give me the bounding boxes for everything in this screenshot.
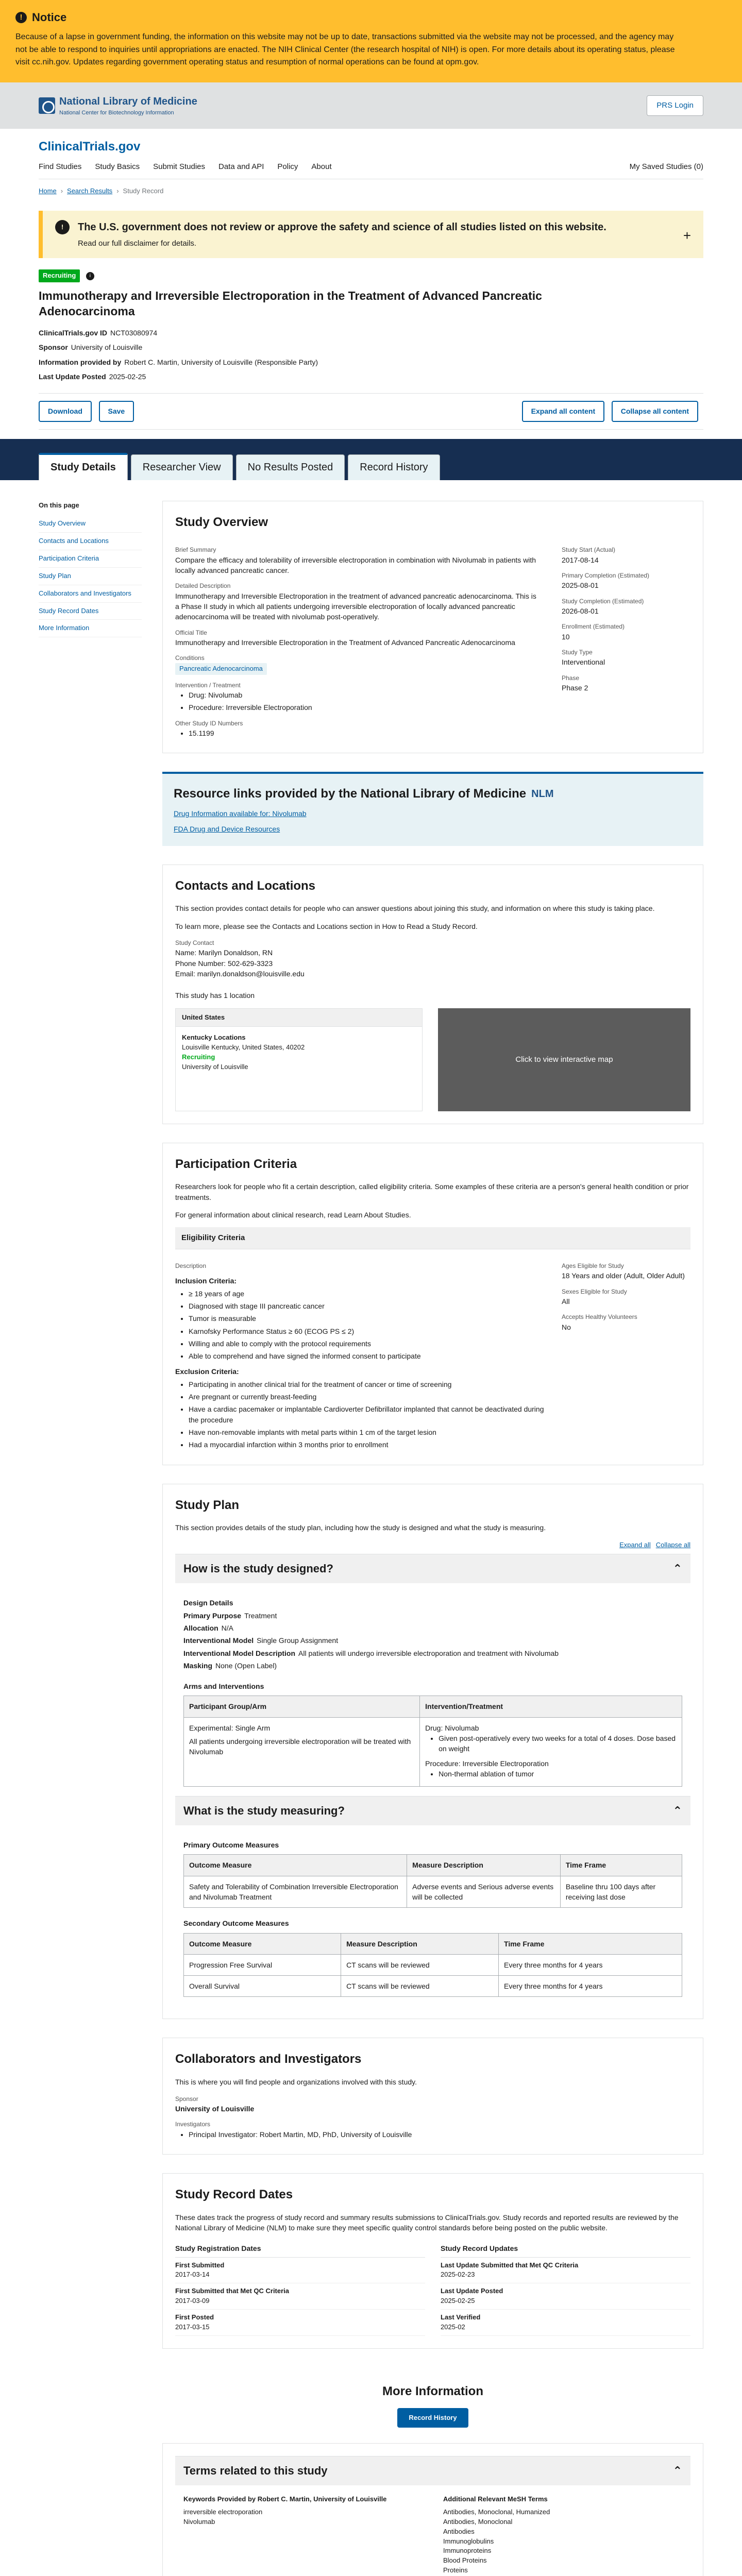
collab-desc: This is where you will find people and organizations involved with this study.	[175, 2078, 417, 2087]
dates-desc: These dates track the progress of study record and summary results submissions to ClinicalTrials.gov. Study records and reported results are reviewed by the National Library of Medicine (NLM) to make sure they meet specific quality control standards before being posted on the public website.	[175, 2213, 679, 2232]
nlm-banner	[0, 82, 742, 129]
fact-value: 10	[562, 632, 570, 641]
collapse-all-button[interactable]: Collapse all content	[612, 401, 698, 421]
chevron-up-icon: ⌃	[672, 1562, 682, 1575]
mesh-term: Antibodies, Monoclonal	[443, 2517, 513, 2526]
arms-table	[183, 1696, 682, 1787]
nlm-logo-text: National Library of Medicine	[59, 95, 197, 107]
accordion-title: What is the study measuring?	[183, 1804, 345, 1818]
info-icon[interactable]: i	[86, 272, 94, 280]
disclaimer-title: The U.S. government does not review or approve the safety and science of all studies listed on this website.	[78, 221, 606, 233]
nlm-resources-section	[162, 772, 703, 845]
dates-left-head: Study Registration Dates	[175, 2240, 425, 2257]
breadcrumb-current: Study Record	[123, 187, 164, 195]
mesh-term: Antibodies, Monoclonal, Humanized	[443, 2508, 550, 2516]
notice-banner	[0, 0, 742, 82]
inclusion-list	[189, 1289, 546, 1362]
table-row: Overall Survival CT scans will be reviewed Every three months for 4 years	[184, 1976, 682, 1997]
sidenav-item[interactable]: Study Record Dates	[39, 603, 142, 620]
tab-record-history[interactable]: Record History	[348, 454, 440, 480]
arm-desc: All patients undergoing irreversible electroporation will be treated with Nivolumab	[189, 1737, 411, 1756]
investigator: • Principal Investigator: Robert Martin, MD, PhD, University of Louisville	[189, 2129, 690, 2140]
download-button[interactable]: Download	[39, 401, 92, 421]
inclusion-item: • Able to comprehend and have signed the informed consent to participate	[189, 1351, 546, 1361]
fact-value: Interventional	[562, 658, 605, 667]
mesh-term: Proteins	[443, 2566, 468, 2574]
eligibility-header: Eligibility Criteria	[175, 1227, 690, 1249]
sidenav-item[interactable]: Contacts and Locations	[39, 533, 142, 550]
detailed-description: Immunotherapy and Irreversible Electroporation in the treatment of advanced pancreatic adenocarcinoma. This is a Phase II study in which all patients undergoing irreversible electroporation of locally advanced pancreatic adenocarcinoma will be treated with nivolumab post-operatively.	[175, 591, 536, 621]
table-row	[184, 1717, 682, 1786]
location-country: United States	[176, 1009, 422, 1027]
nav-about[interactable]: About	[311, 162, 332, 172]
intervention-item: • Drug: Nivolumab	[189, 690, 541, 700]
fact-label: Phase	[562, 674, 580, 682]
nav-data-api[interactable]: Data and API	[218, 162, 264, 172]
contacts-learn-more[interactable]: To learn more, please see the Contacts and Locations section in How to Read a Study Record.	[175, 922, 478, 930]
intervention-name: Procedure: Irreversible Electroporation	[425, 1759, 549, 1768]
content-column	[162, 501, 703, 2576]
sidenav-label: On this page	[39, 501, 79, 509]
record-dates-section: Study Record Dates These dates track the progress of study record and summary results submissions to ClinicalTrials.gov. Study records and reported results are reviewed by the National Library of Medicine (NLM) to make sure they meet specific quality control standards before being posted on the public website. Study Registration Dates First Submitted 2017-03-14 First Submitted that Met QC Criteria 2017-03-09 First Posted 2017-03-15 Study Record Updates Last Update Submitted that Met QC Criteria 2025-02-23 Last Update Posted 2025-02-25 Last Verified 2025-02	[162, 2173, 703, 2349]
study-plan-section: Study Plan This section provides details of the study plan, including how the study is designed and what the study is measuring. Expand all Collapse all How is the study designed? ⌃ Design Details Primary Purpose Treatment Allocation N/A Interventional Model Single Group Assignment Interventional Model Description All patients will undergo irreversible electroporation and treatment with Nivolumab Masking None (Open Label) Arms and Interventions Participant Group/Arm Intervention/Treatment Experimental: Single Arm All patients undergoing irreversible electroporation will be treated with Nivolumab Drug: Nivolumab • Given post-operatively every two weeks for a total of 4 doses. Dose based on weight Procedure: Irreversible Electroporation • Non-thermal ablation of tumor What is the study measuring? ⌃ Primary Outcome Measures Outcome Measure Measure Description Time Frame Safety and Tolerability of Combination Irreversible Electroporation and Nivolumab Treatment Adverse events and Serious adverse events will be collected Baseline thru 100 days after receiving last dose Secondary Outcome Measures Outcome Measure Measure Description Time Frame Progression Free Survival CT scans will be reviewed Every three months for 4 years Overall Survival CT scans will be reviewed Every three months for 4 years	[162, 1484, 703, 2020]
mesh-term: Blood Proteins	[443, 2556, 487, 2565]
terms-section	[162, 2443, 703, 2576]
keywords-head: Keywords Provided by Robert C. Martin, University of Louisville	[183, 2495, 387, 2503]
exclusion-item: • Have non-removable implants with metal parts within 1 cm of the target lesion	[189, 1427, 546, 1437]
table-header: Measure Description	[341, 1933, 499, 1954]
fact-value: All	[562, 1297, 570, 1306]
contact-phone[interactable]: Phone Number: 502-629-3323	[175, 959, 273, 968]
official-title-label: Official Title	[175, 629, 207, 636]
contact-email[interactable]: Email: marilyn.donaldson@louisville.edu	[175, 969, 305, 978]
disclaimer-box	[39, 211, 703, 259]
notice-text: Because of a lapse in government funding, the information on this website may not be up to date, transactions submitted via the website may not be processed, and the agency may not be able to respond to inquiries until appropriations are enacted. The NIH Clinical Center (the research hospital of NIH) is open. For more details about its operating status, please visit cc.nih.gov. Updates regarding government operating status and resumption of normal operations can be found at opm.gov.	[15, 32, 675, 67]
contact-name: Name: Marilyn Donaldson, RN	[175, 948, 273, 957]
nav-find-studies[interactable]: Find Studies	[39, 162, 82, 172]
intervention-name: Drug: Nivolumab	[425, 1723, 479, 1732]
table-header: Time Frame	[499, 1933, 682, 1954]
table-header: Outcome Measure	[184, 1933, 341, 1954]
location-site: Louisville Kentucky, United States, 40202	[182, 1043, 305, 1052]
inclusion-item: • Karnofsky Performance Status ≥ 60 (ECOG PS ≤ 2)	[189, 1326, 546, 1336]
tab-study-details[interactable]: Study Details	[39, 453, 128, 480]
plan-collapse-all[interactable]: Collapse all	[655, 1540, 690, 1549]
inclusion-label: Inclusion Criteria:	[175, 1277, 237, 1285]
fact-value: 18 Years and older (Adult, Older Adult)	[562, 1272, 685, 1280]
resources-title: Resource links provided by the National Library of Medicine	[174, 787, 527, 801]
main-nav	[39, 161, 703, 179]
record-history-button[interactable]: Record History	[397, 2408, 468, 2428]
dates-right-head: Study Record Updates	[441, 2240, 690, 2257]
overview-facts	[562, 539, 690, 740]
tabs-bar	[0, 439, 742, 480]
plan-desc: This section provides details of the study plan, including how the study is designed and what the study is measuring.	[175, 1523, 546, 1532]
inclusion-item: • Diagnosed with stage III pancreatic cancer	[189, 1301, 546, 1311]
table-header: Measure Description	[407, 1855, 561, 1876]
site-header	[0, 129, 742, 179]
arm-name: Experimental: Single Arm	[189, 1723, 271, 1732]
study-overview-section	[162, 501, 703, 754]
fact-value: 2017-08-14	[562, 555, 599, 564]
detailed-description-label: Detailed Description	[175, 582, 231, 590]
sidenav-item[interactable]: More Information	[39, 620, 142, 637]
participation-title: Participation Criteria	[175, 1157, 297, 1171]
inclusion-item: • Tumor is measurable	[189, 1313, 546, 1324]
fact-label: Accepts Healthy Volunteers	[562, 1313, 637, 1321]
description-label: Description	[175, 1262, 207, 1269]
chevron-up-icon: ⌃	[672, 1804, 682, 1818]
breadcrumb-home[interactable]: Home	[39, 187, 57, 195]
study-id-line: ClinicalTrials.gov ID NCT03080974	[39, 329, 158, 337]
nav-study-basics[interactable]: Study Basics	[95, 162, 140, 172]
sidenav-item[interactable]: Collaborators and Investigators	[39, 585, 142, 603]
dates-title: Study Record Dates	[175, 2187, 293, 2201]
exclusion-list	[189, 1379, 546, 1450]
nlm-logo[interactable]	[39, 94, 197, 117]
tab-results[interactable]: No Results Posted	[236, 454, 345, 480]
map-label: Click to view interactive map	[515, 1055, 613, 1064]
collab-title: Collaborators and Investigators	[175, 2052, 362, 2066]
fact-label: Study Start (Actual)	[562, 546, 616, 554]
plan-title: Study Plan	[175, 1498, 240, 1512]
nlm-logo-icon	[39, 97, 55, 114]
sidenav-item[interactable]: Study Plan	[39, 568, 142, 585]
sidenav-item[interactable]: Study Overview	[39, 515, 142, 533]
nlm-logo-small: NLM	[531, 788, 554, 800]
fact-value: 2026-08-01	[562, 607, 599, 616]
fact-value: No	[562, 1323, 571, 1331]
contacts-desc: This section provides contact details for people who can answer questions about joining this study, and information on where this study is taking place.	[175, 904, 655, 913]
tab-researcher-view[interactable]: Researcher View	[131, 454, 233, 480]
more-info-section	[162, 2367, 703, 2444]
primary-outcomes-table	[183, 1854, 682, 1908]
accordion-terms[interactable]	[175, 2456, 690, 2485]
chevron-up-icon: ⌃	[672, 2464, 682, 2478]
nav-policy[interactable]: Policy	[277, 162, 298, 172]
more-info-title: More Information	[382, 2384, 483, 2398]
fact-value: Phase 2	[562, 684, 588, 692]
page-sidenav	[39, 501, 142, 2576]
participation-section	[162, 1143, 703, 1465]
location-list	[175, 1008, 423, 1111]
other-id-label: Other Study ID Numbers	[175, 719, 243, 727]
location-count: This study has 1 location	[175, 991, 255, 1000]
intervention-desc: • Non-thermal ablation of tumor	[439, 1769, 677, 1779]
status-badge: Recruiting	[39, 269, 80, 282]
notice-title: Notice	[32, 11, 67, 24]
exclusion-item: • Participating in another clinical trial for the treatment of cancer or time of screening	[189, 1379, 546, 1389]
study-header	[0, 269, 742, 429]
intervention-item: • Procedure: Irreversible Electroporation	[189, 702, 541, 713]
eligibility-facts	[562, 1256, 690, 1452]
secondary-outcomes-label: Secondary Outcome Measures	[183, 1919, 289, 1928]
accordion-study-design[interactable]	[175, 1554, 690, 1583]
other-id: • 15.1199	[189, 728, 541, 738]
table-row: Progression Free Survival CT scans will be reviewed Every three months for 4 years	[184, 1954, 682, 1975]
primary-outcomes-label: Primary Outcome Measures	[183, 1841, 279, 1850]
study-actions	[39, 393, 703, 429]
plan-expand-all[interactable]: Expand all	[619, 1540, 651, 1549]
site-title[interactable]: ClinicalTrials.gov	[39, 140, 141, 154]
nlm-logo-subtext: National Center for Biotechnology Information	[59, 109, 174, 116]
sponsor-line: Sponsor University of Louisville	[39, 343, 143, 352]
collaborators-section	[162, 2038, 703, 2154]
breadcrumb: Home › Search Results › Study Record	[0, 179, 742, 204]
accordion-title: Terms related to this study	[183, 2464, 328, 2478]
main-content	[0, 480, 742, 2576]
table-header: Participant Group/Arm	[184, 1696, 420, 1717]
warning-icon: !	[55, 220, 70, 234]
accordion-study-measuring[interactable]	[175, 1796, 690, 1825]
inclusion-item: • ≥ 18 years of age	[189, 1289, 546, 1299]
contacts-section	[162, 865, 703, 1124]
mesh-term: Antibodies	[443, 2527, 475, 2535]
fact-label: Study Type	[562, 649, 593, 656]
brief-summary: Compare the efficacy and tolerability of irreversible electroporation in combination with Nivolumab in patients with locally advanced pancreatic cancer.	[175, 555, 536, 575]
participation-desc: Researchers look for people who fit a certain description, called eligibility criteria. Some examples of these criteria are a person's general health condition or prior treatments.	[175, 1182, 689, 1201]
arms-label: Arms and Interventions	[183, 1682, 264, 1691]
exclusion-item: • Have a cardiac pacemaker or implantable Cardioverter Defibrillator implanted that cannot be deactivated during the procedure	[189, 1404, 546, 1425]
keyword: Nivolumab	[183, 2517, 215, 2526]
exclusion-label: Exclusion Criteria:	[175, 1367, 239, 1376]
design-details-label: Design Details	[183, 1599, 233, 1607]
table-header: Time Frame	[560, 1855, 682, 1876]
participation-learn[interactable]: For general information about clinical research, read Learn About Studies.	[175, 1210, 411, 1219]
accordion-title: How is the study designed?	[183, 1562, 333, 1575]
intervention-desc: • Given post-operatively every two weeks for a total of 4 doses. Dose based on weight	[439, 1733, 677, 1754]
fact-label: Primary Completion (Estimated)	[562, 572, 650, 580]
prs-login-button[interactable]: PRS Login	[647, 95, 703, 116]
location-status: Recruiting	[182, 1053, 215, 1061]
breadcrumb-search-results[interactable]: Search Results	[67, 187, 113, 195]
conditions-label: Conditions	[175, 654, 205, 662]
secondary-outcomes-table	[183, 1933, 682, 1997]
keyword: irreversible electroporation	[183, 2508, 263, 2516]
sidenav-item[interactable]: Participation Criteria	[39, 550, 142, 568]
table-header: Outcome Measure	[184, 1855, 407, 1876]
study-contact-label: Study Contact	[175, 939, 214, 946]
fact-label: Enrollment (Estimated)	[562, 623, 625, 631]
intervention-label: Intervention / Treatment	[175, 681, 241, 689]
saved-studies-link[interactable]: My Saved Studies (0)	[629, 162, 703, 172]
save-button[interactable]: Save	[99, 401, 134, 421]
condition-chip[interactable]: Pancreatic Adenocarcinoma	[175, 663, 267, 675]
contacts-title: Contacts and Locations	[175, 878, 316, 893]
brief-summary-label: Brief Summary	[175, 546, 216, 554]
mesh-head: Additional Relevant MeSH Terms	[443, 2495, 548, 2503]
study-title: Immunotherapy and Irreversible Electroporation in the Treatment of Advanced Pancreatic Adenocarcinoma	[39, 289, 542, 318]
expand-plus-icon[interactable]: +	[683, 227, 691, 243]
interactive-map[interactable]	[438, 1008, 690, 1111]
table-header: Intervention/Treatment	[420, 1696, 682, 1717]
overview-title: Study Overview	[175, 515, 268, 529]
location-state: Kentucky Locations	[182, 1033, 246, 1042]
drug-info-link[interactable]: Drug Information available for: Nivolumab	[174, 809, 307, 818]
fact-label: Ages Eligible for Study	[562, 1262, 624, 1269]
mesh-term: Immunoproteins	[443, 2547, 492, 2555]
info-provided-line: Information provided by Robert C. Martin, University of Louisville (Responsible Party)	[39, 358, 318, 366]
mesh-term: Immunoglobulins	[443, 2537, 494, 2545]
exclusion-item: • Had a myocardial infarction within 3 months prior to enrollment	[189, 1439, 546, 1450]
sponsor-label: Sponsor	[175, 2095, 198, 2103]
inclusion-item: • Willing and able to comply with the protocol requirements	[189, 1338, 546, 1349]
exclusion-item: • Are pregnant or currently breast-feeding	[189, 1392, 546, 1402]
expand-all-button[interactable]: Expand all content	[522, 401, 604, 421]
disclaimer-text[interactable]: Read our full disclaimer for details.	[78, 239, 197, 248]
sponsor-value: University of Louisville	[175, 2104, 255, 2113]
fda-resources-link[interactable]: FDA Drug and Device Resources	[174, 825, 280, 834]
last-update-line: Last Update Posted 2025-02-25	[39, 372, 146, 381]
location-name: University of Louisville	[182, 1062, 248, 1071]
fact-label: Sexes Eligible for Study	[562, 1287, 627, 1295]
fact-label: Study Completion (Estimated)	[562, 597, 644, 605]
investigators-label: Investigators	[175, 2121, 211, 2128]
alert-icon: !	[15, 12, 27, 23]
table-row: Safety and Tolerability of Combination Irreversible Electroporation and Nivolumab Treatment Adverse events and Serious adverse events will be collected Baseline thru 100 days after receiving last dose	[184, 1876, 682, 1908]
official-title: Immunotherapy and Irreversible Electroporation in the Treatment of Advanced Pancreatic Adenocarcinoma	[175, 638, 515, 647]
nav-submit-studies[interactable]: Submit Studies	[153, 162, 205, 172]
fact-value: 2025-08-01	[562, 581, 599, 590]
